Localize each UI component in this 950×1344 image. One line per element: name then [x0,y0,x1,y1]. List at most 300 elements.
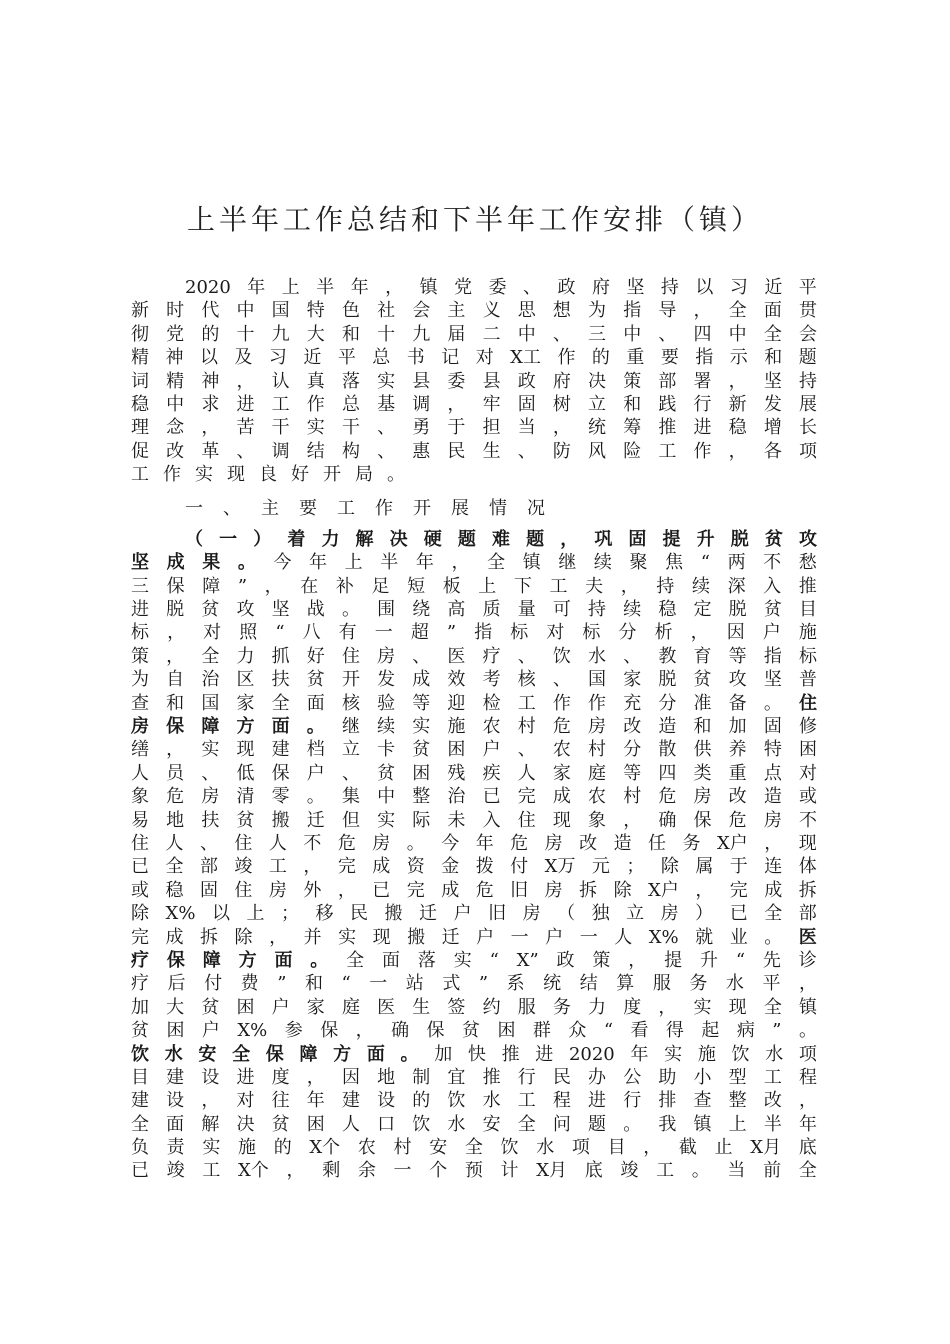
text-glyph: 养 [728,739,747,761]
text-glyph: 户 [271,996,290,1018]
text-glyph: 国 [588,669,607,691]
text-glyph: 质 [482,599,501,621]
text-glyph: 、 [341,762,360,784]
text-glyph: 全 [517,1113,536,1135]
text-glyph: 保 [426,1020,445,1042]
text-glyph: 中 [236,300,255,322]
text-glyph: 届 [447,323,466,345]
text-glyph: 构 [341,440,360,462]
text-glyph: 导 [658,300,677,322]
text-glyph: 当 [727,1160,746,1182]
text-glyph: 上 [344,552,363,574]
text-glyph: 镇 [693,1113,712,1135]
text-glyph: 。 [406,832,425,854]
text-glyph: 等 [412,692,431,714]
text-glyph: 两 [727,552,746,574]
text-glyph: 入 [763,575,782,597]
text-glyph: 年 [475,832,494,854]
text-glyph: 和 [166,692,185,714]
section-line [131,528,817,551]
text-glyph: 攻 [798,528,817,550]
text-glyph: 小 [693,1066,712,1088]
text-glyph: 贫 [236,809,255,831]
text-glyph: 家 [306,996,325,1018]
text-glyph: 房 [544,879,563,901]
text-glyph: 费 [240,973,259,995]
text-glyph: 解 [355,528,374,550]
text-glyph: 有 [338,622,357,644]
text-glyph: 资 [406,856,425,878]
text-glyph: 认 [271,370,290,392]
text-glyph: 障 [202,575,221,597]
text-glyph: 病 [736,1020,755,1042]
text-glyph: 饮 [412,1113,431,1135]
text-glyph: 代 [201,300,220,322]
text-glyph: 、 [658,323,677,345]
text-glyph: 思 [517,300,536,322]
text-glyph: 农 [552,739,571,761]
text-glyph: 全 [763,996,782,1018]
text-glyph: 实 [195,464,213,486]
text-glyph: 程 [798,1066,817,1088]
text-glyph: 坚 [763,370,782,392]
text-glyph: 困 [798,739,817,761]
text-glyph: 理 [131,417,149,439]
text-glyph: 主 [447,300,466,322]
text-glyph: 民 [552,1066,571,1088]
text-glyph: 快 [467,1043,486,1065]
text-glyph: 困 [236,996,255,1018]
text-glyph: 水 [536,1137,555,1159]
text-glyph: 确 [391,1020,410,1042]
text-glyph: 、 [199,832,218,854]
text-glyph: 勇 [412,417,431,439]
text-glyph: 、 [517,440,536,462]
text-glyph: 调 [271,440,290,462]
text-glyph: 在 [300,575,319,597]
text-glyph: 年 [306,1090,325,1112]
text-glyph: 全 [165,856,184,878]
text-glyph: 缮 [131,739,149,761]
text-glyph: 核 [341,692,360,714]
text-glyph: 脱 [728,599,747,621]
text-glyph: 近 [303,347,322,369]
text-glyph: 委 [488,277,507,298]
text-glyph: 工 [131,464,149,486]
text-glyph: 设 [201,1066,220,1088]
text-glyph: 入 [482,809,501,831]
text-glyph: 、 [236,440,255,462]
text-glyph: 全 [464,1137,483,1159]
text-glyph: 贫 [412,739,431,761]
text-glyph: 全 [764,903,783,925]
text-glyph: 会 [412,300,431,322]
text-glyph: ， [560,528,579,550]
text-glyph: 集 [341,786,360,808]
text-glyph: 立 [626,903,645,925]
text-glyph: 务 [552,996,571,1018]
text-glyph: 树 [552,393,571,415]
text-glyph: 镇 [798,996,817,1018]
heading-glyph: 况 [527,497,545,519]
text-glyph: 部 [798,903,817,925]
text-glyph: 坚 [626,277,645,298]
text-glyph: 危 [658,786,677,808]
text-glyph: 中 [377,786,396,808]
text-glyph: 水 [447,1113,466,1135]
text-glyph: 工 [202,1160,221,1182]
text-glyph: 照 [239,622,258,644]
text-glyph: 结 [306,440,325,462]
text-glyph: 。 [306,716,325,738]
text-glyph: 全 [798,1160,817,1182]
intro-line [131,393,817,416]
text-glyph: 农 [482,716,501,738]
heading-glyph: 工 [337,497,355,519]
text-glyph: 负 [131,1137,149,1159]
text-glyph: 饮 [552,645,571,667]
text-glyph: 户 [453,903,472,925]
text-glyph: 固 [517,393,536,415]
text-glyph: 系 [506,973,525,995]
section-line [131,715,817,738]
text-glyph: 房 [763,809,782,831]
section-line [131,621,817,644]
text-glyph: 中 [728,323,747,345]
text-glyph: 部 [199,856,218,878]
text-glyph: 程 [552,1090,571,1112]
text-glyph: 责 [166,1137,185,1159]
text-glyph: 进 [236,1066,255,1088]
text-glyph: 固 [763,716,782,738]
text-glyph: 我 [658,1113,677,1135]
text-glyph: 念 [166,417,185,439]
text-glyph: 贫 [131,1020,149,1042]
text-glyph: 已 [131,856,149,878]
text-glyph: 深 [727,575,746,597]
text-glyph: 饮 [131,1043,149,1065]
text-glyph: 总 [372,347,391,369]
text-glyph: 独 [591,903,610,925]
text-glyph: 项 [798,440,817,462]
text-glyph: ， [628,949,647,971]
text-glyph: 当 [517,417,536,439]
text-glyph: 整 [412,786,431,808]
text-glyph: 下 [513,575,532,597]
text-glyph: 改 [166,440,185,462]
text-glyph: 水 [725,973,744,995]
text-glyph: ， [728,370,747,392]
text-glyph: 约 [482,996,501,1018]
section-line [131,855,817,878]
text-glyph: 。 [691,1160,710,1182]
text-glyph: 提 [662,528,681,550]
text-glyph: 指 [695,347,714,369]
text-glyph: 全 [271,692,290,714]
text-glyph: 除 [613,879,632,901]
text-glyph: 力 [588,996,607,1018]
text-glyph: 续 [623,599,642,621]
text-glyph: 拆 [579,879,598,901]
text-glyph: 已 [729,903,748,925]
text-glyph: 分 [658,692,677,714]
text-glyph: 提 [664,949,683,971]
text-glyph: 年 [630,1043,649,1065]
text-glyph: 攻 [236,599,255,621]
text-glyph: 个 [429,1160,448,1182]
text-glyph: 稳 [658,599,677,621]
text-glyph: 府 [591,277,610,298]
text-glyph: ， [623,809,642,831]
text-glyph: 为 [588,300,607,322]
text-glyph: 统 [543,973,562,995]
text-glyph: 房 [544,832,563,854]
text-glyph: 教 [658,645,677,667]
text-glyph: 全 [201,645,220,667]
text-glyph: 准 [693,692,712,714]
text-glyph: 目 [607,1137,626,1159]
text-glyph: 截 [678,1137,697,1159]
text-glyph: 委 [447,370,466,392]
text-glyph: 度 [271,1066,290,1088]
text-glyph: 保 [320,1020,339,1042]
heading-glyph: 要 [299,497,317,519]
text-glyph: 成 [412,669,431,691]
text-glyph: 疗 [131,973,149,995]
text-glyph: 加 [434,1043,453,1065]
text-glyph: 治 [201,669,220,691]
text-glyph: 生 [482,440,501,462]
text-glyph: 三 [131,575,149,597]
text-glyph: 聚 [629,552,648,574]
text-glyph: 续 [691,575,710,597]
text-glyph: 足 [371,575,390,597]
text-glyph: 进 [236,393,255,415]
text-glyph: 果 [202,552,221,574]
text-glyph: 抓 [271,645,290,667]
text-glyph: “ [700,552,710,574]
text-glyph: 房 [588,716,607,738]
text-glyph: ， [306,1066,325,1088]
text-glyph: 完 [131,926,149,948]
text-glyph: 效 [447,669,466,691]
text-glyph: 、 [201,762,220,784]
section-line [131,738,817,761]
text-glyph: 现 [236,739,255,761]
text-glyph: 持 [588,599,607,621]
text-glyph: 成 [166,552,185,574]
heading-glyph: 、 [223,497,241,519]
text-glyph: 工 [517,1090,536,1112]
text-glyph: 求 [201,393,220,415]
text-glyph: 安 [429,1137,448,1159]
text-glyph: 房 [522,903,541,925]
text-glyph: 担 [482,417,501,439]
text-glyph: 绕 [412,599,431,621]
text-glyph: 坚 [271,599,290,621]
section-line [131,762,817,785]
text-glyph: 统 [588,417,607,439]
text-glyph: 户 [482,739,501,761]
text-glyph: 算 [616,973,635,995]
text-glyph: ； [626,856,645,878]
text-glyph: 竣 [166,1160,185,1182]
text-glyph: 医 [377,996,396,1018]
text-glyph: 体 [798,856,817,878]
text-glyph: 危 [166,786,185,808]
text-glyph: 为 [131,669,149,691]
text-glyph: 板 [442,575,461,597]
text-glyph: 度 [623,996,642,1018]
text-glyph: 住 [798,692,817,714]
text-glyph: 实 [664,1043,683,1065]
text-glyph: 房 [660,903,679,925]
text-glyph: 和 [693,716,712,738]
text-glyph: 作 [306,393,325,415]
text-glyph: 贫 [201,599,220,621]
text-glyph: ； [280,903,299,925]
text-glyph: 家 [236,692,255,714]
text-glyph: 、 [517,739,536,761]
text-glyph: 大 [306,323,325,345]
text-glyph: 竣 [620,1160,639,1182]
text-glyph: 障 [202,949,221,971]
section-line [131,1043,817,1066]
text-glyph: 清 [236,786,255,808]
text-glyph: 完 [337,856,356,878]
text-glyph: ” [772,1020,782,1042]
text-glyph: 房 [268,879,287,901]
text-glyph: 题 [588,1113,607,1135]
text-glyph: 实 [202,1137,221,1159]
text-glyph: 贫 [763,599,782,621]
text-glyph: 家 [552,762,571,784]
text-glyph: 上 [281,277,300,298]
text-glyph: 、 [412,645,431,667]
text-glyph: 零 [271,786,290,808]
text-glyph: ） [253,528,272,550]
text-glyph: 。 [623,1113,642,1135]
text-glyph: 实 [338,926,357,948]
text-glyph: 危 [475,879,494,901]
text-glyph: 平 [337,347,356,369]
text-glyph: 题 [457,528,476,550]
text-glyph: 精 [166,370,185,392]
text-glyph: 作 [693,440,712,462]
text-glyph: X个 [309,1137,341,1159]
text-glyph: 农 [357,1137,376,1159]
text-glyph: 年 [247,277,266,298]
text-glyph: 全 [346,949,365,971]
text-glyph: 际 [412,809,431,831]
text-glyph: 建 [131,1090,149,1112]
text-glyph: 查 [693,1090,712,1112]
intro-line [131,346,817,369]
text-glyph: 可 [552,599,571,621]
text-glyph: 任 [648,832,667,854]
heading-glyph: 开 [413,497,431,519]
text-glyph: 已 [372,879,391,901]
text-glyph: 作 [557,347,576,369]
section-line [131,809,817,832]
text-glyph: 以 [199,347,218,369]
text-glyph: 安 [482,1113,501,1135]
text-glyph: 于 [729,856,748,878]
text-glyph: 贫 [377,762,396,784]
text-glyph: 作 [163,464,181,486]
text-glyph: 牢 [482,393,501,415]
text-glyph: “ [275,622,285,644]
text-glyph: 以 [211,903,230,925]
text-glyph: X户 [648,879,679,901]
text-glyph: 村 [517,716,536,738]
text-glyph: 疗 [131,949,149,971]
text-glyph: 硬 [423,528,442,550]
text-glyph: 饮 [500,1137,519,1159]
text-glyph: 半 [763,1113,782,1135]
text-glyph: 现 [372,926,391,948]
text-glyph: 脱 [166,599,185,621]
text-glyph: 续 [377,716,396,738]
text-glyph: 医 [798,926,817,948]
text-glyph: 水 [588,645,607,667]
text-glyph: 服 [517,996,536,1018]
text-glyph: 贯 [798,300,817,322]
text-glyph: 的 [412,1090,431,1112]
text-glyph: 助 [658,1066,677,1088]
text-glyph: 施 [697,1043,716,1065]
text-glyph: 站 [405,973,424,995]
section-line [131,879,817,902]
text-glyph: 良 [259,464,277,486]
text-glyph: 点 [763,762,782,784]
text-glyph: 成 [764,879,783,901]
text-glyph: 拆 [200,926,219,948]
text-glyph: 备 [728,692,747,714]
text-glyph: 行 [693,393,712,415]
text-glyph: 余 [357,1160,376,1182]
text-glyph: 不 [798,809,817,831]
text-glyph: 对 [546,622,565,644]
text-glyph: X” [516,949,539,971]
text-glyph: 群 [532,1020,551,1042]
text-glyph: 今 [273,552,292,574]
text-glyph: 实 [377,809,396,831]
text-glyph: 方 [236,716,255,738]
section-line [131,996,817,1019]
text-glyph: 进 [131,599,149,621]
text-glyph: 发 [763,393,782,415]
text-glyph: 九 [412,323,431,345]
text-glyph: 庭 [341,996,360,1018]
text-glyph: 义 [482,300,501,322]
text-glyph: ， [728,440,747,462]
text-glyph: 付 [510,856,529,878]
text-glyph: ” [277,973,287,995]
text-glyph: 扶 [201,809,220,831]
text-glyph: X% [165,903,196,925]
text-glyph: ， [264,575,283,597]
text-glyph: 神 [165,347,184,369]
text-glyph: “ [735,949,746,971]
text-glyph: 工 [549,575,568,597]
text-glyph: 、 [377,440,396,462]
text-glyph: 迁 [441,926,460,948]
text-glyph: 式 [442,973,461,995]
text-glyph: ， [303,856,322,878]
text-glyph: 看 [630,1020,649,1042]
text-glyph: 分 [623,739,642,761]
